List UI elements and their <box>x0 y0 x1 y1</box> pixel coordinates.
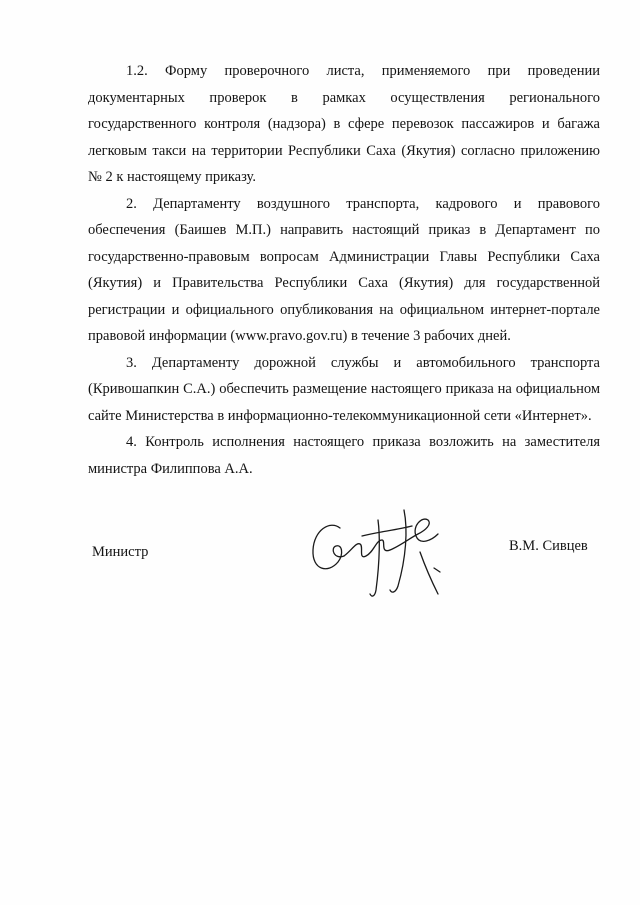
signatory-name: В.М. Сивцев <box>509 538 588 554</box>
paragraph-1-2: 1.2. Форму проверочного листа, применяемого при проведении документарных проверок в рамках осуществления регионального государственного контроля (надзора) в сфере перевозок пассажиров и багажа легковым такси на территории Республики Саха (Якутия) согласно приложению № 2 к настоящему приказу. <box>88 63 600 185</box>
paragraph-4: 4. Контроль исполнения настоящего приказа возложить на заместителя министра Филиппова А.А. <box>88 434 600 477</box>
paragraph-3: 3. Департаменту дорожной службы и автомобильного транспорта (Кривошапкин С.А.) обеспечить размещение настоящего приказа на официальном сайте Министерства в информационно-телекоммуникационной сети «Интернет». <box>88 354 600 424</box>
document-body <box>88 58 600 482</box>
signatory-title: Министр <box>92 544 149 560</box>
handwritten-signature <box>300 490 460 605</box>
paragraph-2: 2. Департаменту воздушного транспорта, кадрового и правового обеспечения (Баишев М.П.) направить настоящий приказ в Департамент по государственно-правовым вопросам Администрации Главы Республики Саха (Якутия) и Правительства Республики Саха (Якутия) для государственной регистрации и официального опубликования на официальном интернет-портале правовой информации (www.pravo.gov.ru) в течение 3 рабочих дней. <box>88 195 600 344</box>
